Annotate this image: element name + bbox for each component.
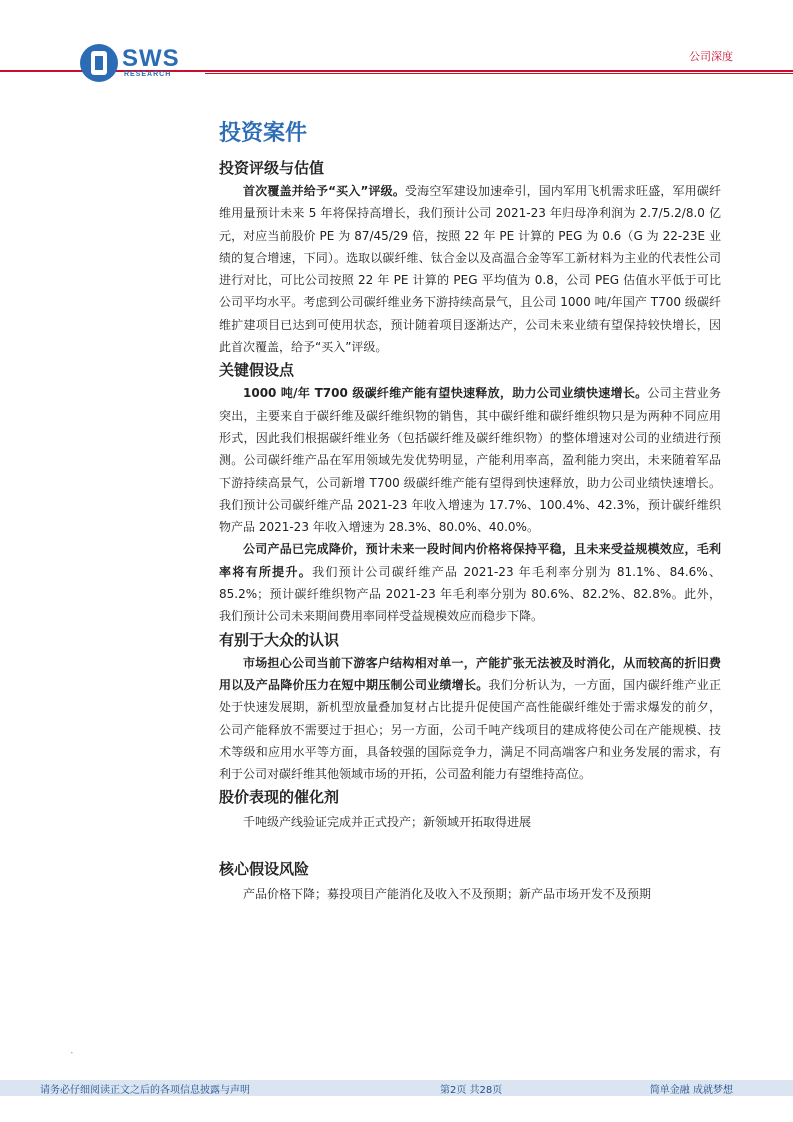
section-heading-rating: 投资评级与估值 [219,159,325,177]
footer-disclaimer: 请务必仔细阅读正文之后的各项信息披露与声明 [40,1085,250,1096]
paragraph-lead: 市场担心公司当前下游客户结构相对单一，产能扩张无法被及时消化，从而较高的折旧费用以及产品降价压力在短中期压制公司业绩增长。 [219,655,721,692]
paragraph-body: 我们预计公司碳纤维产品 2021-23 年毛利率分别为 81.1%、84.6%、85.2%；预计碳纤维织物产品 2021-23 年毛利率分别为 80.6%、82.2%、82.8%。此外，我们预计公司未来期间费用率同样受益规模效应而稳步下降。 [219,564,721,624]
logo-text: SWS [122,45,180,72]
section-heading-differentiated-view: 有别于大众的认识 [219,630,340,649]
paragraph-differentiated-view [219,652,721,786]
paragraph-lead: 首次覆盖并给予“买入”评级。 [243,184,406,198]
catalyst-text: 千吨级产线验证完成并正式投产；新领域开拓取得进展 [243,815,532,830]
logo-icon [80,44,118,82]
footer-page-number: 第2页 共28页 [440,1085,503,1096]
paragraph-rating [219,180,721,358]
sws-logo [80,44,190,84]
paragraph-capacity [219,382,721,538]
footer-slogan: 简单金融 成就梦想 [649,1085,733,1096]
paragraph-margin [219,538,721,627]
page-title: 投资案件 [219,121,308,146]
section-heading-assumptions: 关键假设点 [219,361,295,380]
logo-subtext: RESEARCH [124,71,172,78]
risk-text: 产品价格下降；募投项目产能消化及收入不及预期；新产品市场开发不及预期 [243,887,652,902]
paragraph-lead: 公司产品已完成降价，预计未来一段时间内价格将保持平稳，且未来受益规模效应，毛利率将有所提升。 [219,542,721,579]
document-type: 公司深度 [689,50,733,63]
section-heading-risk: 核心假设风险 [219,860,310,879]
paragraph-body: 我们分析认为，一方面，国内碳纤维产业正处于快速发展期，新机型放量叠加复材占比提升促使国产高性能碳纤维处于需求爆发的前夕，公司产能释放不需要过于担心；另一方面，公司千吨产线项目的建成将使公司在产能规模、技术等级和应用水平等方面，具备较强的国际竞争力，满足不同高端客户和业务发展的需求，有利于公司对碳纤维其他领域市场的开拓，公司盈利能力有望维持高位。 [219,677,721,782]
page-mark: • [70,1050,74,1057]
paragraph-body: 公司主营业务突出，主要来自于碳纤维及碳纤维织物的销售，其中碳纤维和碳纤维织物只是为两种不同应用形式，因此我们根据碳纤维业务（包括碳纤维及碳纤维织物）的整体增速对公司的业绩进行预测。公司碳纤维产品在军用领域先发优势明显，产能利用率高，盈利能力突出，未来随着军品下游持续高景气，公司新增 T700 级碳纤维产能有望得到快速释放，助力公司业绩快速增长。我们预计公司碳纤维产品 2021-23 年收入增速为 17.7%、100.4%、42.3%，预计碳纤维织物产品 2021-23 年收入增速为 28.3%、80.0%、40.0%。 [219,386,721,535]
paragraph-lead: 1000 吨/年 T700 级碳纤维产能有望快速释放，助力公司业绩快速增长。 [243,386,648,401]
main-content [219,118,721,905]
section-heading-catalyst: 股价表现的催化剂 [219,788,340,807]
header-divider-thin [205,73,793,74]
paragraph-body: 受海空军建设加速牵引，国内军用飞机需求旺盛，军用碳纤维用量预计未来 5 年将保持高增长，我们预计公司 2021-23 年归母净利润为 2.7/5.2/8.0 亿元，对应当前股价 PE 为 87/45/29 倍，按照 22 年 PE 计算的 PEG 为 0.6（G 为 22-23E 业绩的复合增速，下同）。选取以碳纤维、钛合金以及高温合金等军工新材料为主业的代表性公司进行对比，可比公司按照 22 年 PE 计算的 PEG 平均值为 0.8，公司 PEG 估值水平低于可比公司平均水平。考虑到公司碳纤维业务下游持续高景气，且公司 1000 吨/年国产 T700 级碳纤维扩建项目已达到可使用状态，预计随着项目逐渐达产，公司未来业绩有望保持较快增长，因此首次覆盖，给予“买入”评级。 [219,184,721,355]
